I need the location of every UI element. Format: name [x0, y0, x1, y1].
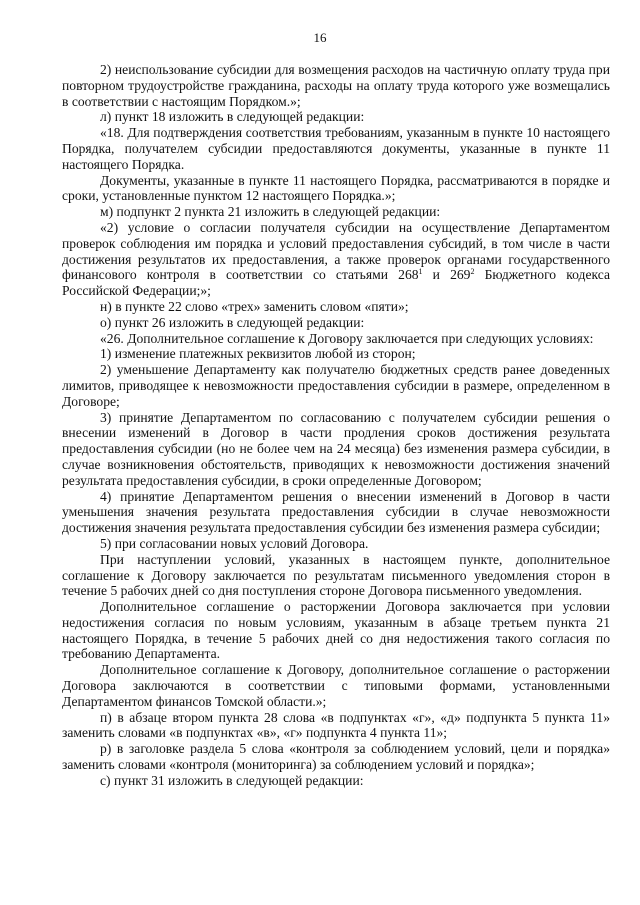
superscript: 2 — [470, 267, 475, 277]
paragraph: Дополнительное соглашение о расторжении Договора заключается при условии недостижения согласия по новым условиям, указанным в абзаце третьем пункта 21 настоящего Порядка, в течение 5 рабочих дней со дня недостижения такого согласия по требованию Департамента. — [62, 599, 610, 662]
paragraph: «18. Для подтверждения соответствия требованиям, указанным в пункте 10 настоящего Порядка, получателем субсидии предоставляются документы, указанные в пункте 11 настоящего Порядка. — [62, 125, 610, 172]
paragraph-with-footnotes — [62, 220, 610, 299]
page-number: 16 — [313, 30, 327, 45]
paragraph: с) пункт 31 изложить в следующей редакции: — [100, 772, 364, 788]
paragraph-text: и 269 — [422, 267, 471, 283]
paragraph: п) в абзаце втором пункта 28 слова «в подпунктах «г», «д» подпункта 5 пункта 11» заменить словами «в подпунктах «в», «г» подпункта 4 пункта 11»; — [62, 709, 610, 741]
paragraph: При наступлении условий, указанных в настоящем пункте, дополнительное соглашение к Договору заключается по результатам письменного уведомления сторон в течение 5 рабочих дней со дня поступления стороне Договора письменного уведомления. — [62, 551, 610, 599]
paragraph: м) подпункт 2 пункта 21 изложить в следующей редакции: — [100, 204, 441, 220]
paragraph: л) пункт 18 изложить в следующей редакции: — [100, 109, 365, 125]
paragraph: н) в пункте 22 слово «трех» заменить словом «пяти»; — [100, 298, 409, 314]
paragraph: 2) неиспользование субсидии для возмещения расходов на частичную оплату труда при повторном трудоустройстве гражданина, расходы на оплату труда которого уже возмещались в соответствии с настоящим Порядком.»; — [62, 62, 610, 109]
paragraph: о) пункт 26 изложить в следующей редакции: — [100, 314, 365, 330]
paragraph: 2) уменьшение Департаменту как получателю бюджетных средств ранее доведенных лимитов, приводящее к невозможности предоставления субсидии в размере, определенном в Договоре; — [62, 362, 610, 409]
paragraph-text: Бюджетного кодекса Российской Федерации;»; — [62, 267, 610, 299]
paragraph: 5) при согласовании новых условий Договора. — [100, 535, 369, 551]
paragraph-text: «2) условие о согласии получателя субсидии на осуществление Департаментом проверок соблюдения им порядка и условий предоставления субсидий, в том числе в части достижения результатов их предоставления, а также проверок органами государственного финансового контроля в соответствии со статьями 268 — [62, 219, 610, 283]
paragraph: 1) изменение платежных реквизитов любой из сторон; — [100, 346, 416, 362]
paragraph: «26. Дополнительное соглашение к Договору заключается при следующих условиях: — [100, 330, 594, 346]
paragraph: 3) принятие Департаментом по согласованию с получателем субсидии решения о внесении изменений в Договор в части продления сроков достижения результата предоставления субсидии (но не более чем на 24 месяца) без изменения размера субсидии, в случае возникновения обстоятельств, приводящих к невозможности достижения значений результата предоставления субсидии, в сроки определенные Договором; — [62, 409, 610, 488]
superscript: 1 — [418, 267, 423, 277]
paragraph: 4) принятие Департаментом решения о внесении изменений в Договор в части уменьшения значения результата предоставления субсидии в случае невозможности достижения значения результата предоставления субсидии без изменения размера субсидии; — [62, 488, 610, 536]
paragraph: Документы, указанные в пункте 11 настоящего Порядка, рассматриваются в порядке и сроки, установленные пунктом 12 настоящего Порядка.»; — [62, 172, 610, 204]
document-body — [62, 62, 610, 789]
paragraph: р) в заголовке раздела 5 слова «контроля за соблюдением условий, цели и порядка» заменить словами «контроля (мониторинга) за соблюдением условий и порядка»; — [62, 741, 610, 773]
paragraph: Дополнительное соглашение к Договору, дополнительное соглашение о расторжении Договора заключаются в соответствии с типовыми формами, установленными Департаментом финансов Томской области.»; — [62, 662, 610, 709]
